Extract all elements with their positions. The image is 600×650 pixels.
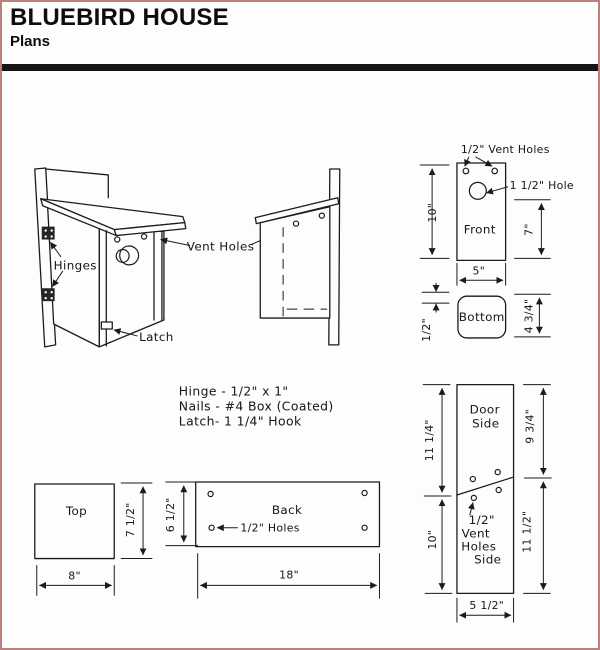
note-latch: Latch- 1 1/4" Hook [178,413,302,429]
mounting-board-side [329,169,340,345]
door-right-text: 9 3/4" [523,408,537,444]
mount-hole [362,525,367,530]
note-nails: Nails - #4 Box (Coated) [178,398,334,414]
entrance-hole-label: 1 1/2" Hole [509,178,574,192]
mount-hole [209,525,214,530]
side-width-dimension [457,598,514,622]
front-vent-label: 1/2" Vent Holes [460,143,550,157]
top-panel-outline [35,484,114,559]
back-height-text: 6 1/2" [163,497,177,533]
side-vent-label-3: Holes [461,539,497,554]
front-width-dimension [457,263,506,285]
mount-hole [208,491,213,496]
vent-pointer-right [476,157,492,166]
vent-hole [470,476,475,481]
top-height-text: 7 1/2" [124,502,138,538]
top-height-dimension [121,483,152,559]
vent-hole [492,168,498,174]
back-holes-label: 1/2" Holes [240,521,300,535]
bottom-recess-dimension [420,283,449,342]
side-height-text: 10" [426,529,440,550]
side-vent-label-2: Vent [461,526,490,541]
front-width-text: 5" [472,264,486,278]
hinge-top [42,227,55,240]
back-panel-name: Back [271,502,303,517]
page-title: BLUEBIRD HOUSE [10,4,229,31]
door-right-dimension [523,385,551,478]
vent-holes-arrow-left [161,240,190,246]
vent-hole [496,487,501,492]
side-section-view [255,169,339,345]
bottom-panel-name: Bottom [458,310,505,325]
note-hinge: Hinge - 1/2" x 1" [178,383,289,399]
side-right-dimension [520,482,550,593]
front-panel-outline [457,163,506,260]
door-height-dimension [423,385,451,496]
door-height-text: 11 1/4" [423,419,437,462]
vent-pointer-left [465,157,469,166]
side-panel-plan [423,385,551,623]
front-panel-name: Front [463,222,496,237]
mount-hole [362,490,367,495]
bottom-depth-text: 4 3/4" [522,298,536,334]
side-panel-name: Side [474,552,502,567]
top-width-dimension [37,566,114,596]
side-height-dimension [425,500,452,593]
hinge-bottom [42,288,55,301]
page-subtitle: Plans [10,33,51,50]
panel-split-line [457,477,514,495]
front-hole-dimension [515,200,551,259]
front-height-text: 10" [426,202,440,223]
plans-drawing [2,2,598,648]
assembled-view [35,168,283,347]
door-face [48,207,100,347]
vent-hole [471,495,476,500]
back-width-dimension [198,554,380,599]
entrance-hole [469,182,486,199]
back-height-dimension [164,482,198,546]
mounting-board-top [46,169,109,198]
side-vent-label-1: 1/2" [468,512,495,527]
hardware-notes [179,384,334,429]
vent-hole [495,470,500,475]
top-width-text: 8" [68,569,81,583]
entrance-hole-arrow [487,187,508,193]
side-face [260,207,330,318]
bottom-panel-plan [420,283,550,342]
side-width-text: 5 1/2" [469,599,505,613]
top-panel-name: Top [65,503,88,518]
back-width-text: 18" [279,568,299,582]
bottom-depth-dimension [515,294,551,337]
side-right-text: 11 1/2" [520,510,534,553]
top-panel-plan [35,483,152,595]
bottom-recess-text: 1/2" [420,318,434,342]
latch-hardware [101,322,112,329]
hinges-label: Hinges [53,258,97,273]
door-panel-name-1: Door [469,402,500,417]
front-panel-plan [420,143,574,285]
door-panel-name-2: Side [472,416,500,431]
back-panel-plan [164,482,380,598]
vent-hole [463,168,469,174]
front-hole-dim-text: 7" [522,223,536,236]
vent-holes-label: Vent Holes [186,239,255,254]
latch-label: Latch [139,329,174,344]
front-height-dimension [420,165,449,258]
